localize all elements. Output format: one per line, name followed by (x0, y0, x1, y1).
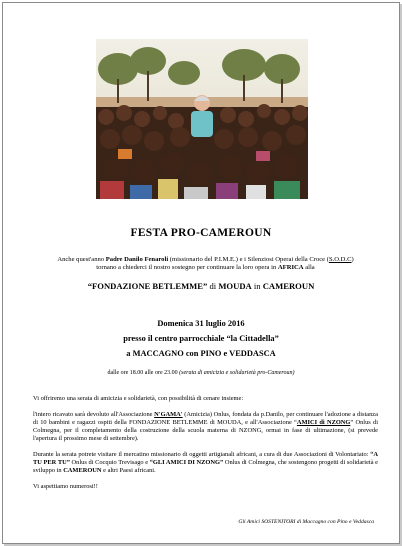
body-text-part: l'intero ricavato sarà devoluto all'Associazione (33, 411, 155, 418)
amici-nzong-association: AMICI di NZONG (296, 419, 351, 426)
body-text-part: Onlus di Cocquio Trevisago e (69, 459, 150, 466)
body-text (33, 395, 378, 499)
sodc-abbreviation: S.O.D.C (328, 256, 352, 263)
body-text-part: (Amicizia) Onlus, fondata da p.Danilo, per continuare l'adozione a distanza di 10 bambini e ragazzi ospiti della FONDAZIONE BETLEMME di MOUDA, e all'Associazione “ (33, 411, 378, 426)
event-date: Domenica 31 luglio 2016 (157, 319, 245, 328)
body-paragraph-2 (33, 411, 378, 443)
cameroun-word: CAMEROUN (63, 467, 102, 474)
body-text-part: Onlus di Colmegna, che sostengono progetti di solidarietà e sviluppo in (33, 459, 379, 474)
event-town: a MACCAGNO con PINO e VEDDASCA (126, 349, 276, 358)
event-place: presso il centro parrocchiale “la Cittadella” (123, 334, 279, 343)
a-tu-per-tu-association: “A TU PER TU” (33, 451, 378, 466)
flyer-title: FESTA PRO-CAMEROUN (130, 227, 272, 239)
body-text-part: e altri Paesi africani. (101, 467, 156, 474)
intro-text (33, 256, 378, 272)
foundation-town: MOUDA (218, 281, 252, 291)
body-paragraph-3 (33, 451, 378, 475)
foundation-heading (3, 281, 399, 291)
gli-amici-nzong-association: “GLI AMICI DI NZONG” (149, 459, 224, 466)
body-paragraph-1: Vi offriremo una serata di amicizia e solidarietà, con possibilità di cenare insieme: (33, 395, 244, 402)
group-photo-image (96, 39, 308, 199)
body-text-part: ” Onlus di Colmegna, per il completamento della costruzione della scuola materna di NZONG, ormai in fase di ultimazione, (si prevede l'apertura il prossimo mese di settembre). (33, 419, 378, 442)
intro-text-part: ) (351, 256, 354, 263)
foundation-country: CAMEROUN (262, 281, 315, 291)
intro-text-part: alla (303, 264, 315, 272)
foundation-name: “FONDAZIONE BETLEMME” (87, 281, 208, 291)
signature: Gli Amici SOSTENITORI di Maccagno con Pino e Veddasca (238, 519, 374, 525)
intro-text-part: tornano a chiederci il nostro sostegno per continuare la loro opera in (96, 264, 278, 272)
foundation-connector: di (207, 281, 219, 291)
intro-text-part: (missionario del P.I.M.E.) e i Silenziosi Operai della Croce ( (168, 256, 329, 263)
priest-name: Padre Danilo Fenaroli (105, 256, 169, 263)
intro-text-part: Anche quest'anno (57, 256, 106, 263)
body-text-part: Durante la serata potrete visitare il mercatino missionario di oggetti artigianali africani, a cura di due Associazioni di Volontariato: (33, 451, 371, 458)
event-hours: dalle ore 18.00 alle ore 23.00 (107, 370, 180, 376)
africa-word: AFRICA (277, 264, 304, 272)
ngama-association: N'GAMA' (154, 411, 183, 418)
event-details (3, 316, 399, 361)
event-note: (serata di amicizia e solidarietà pro-Cameroun) (179, 370, 295, 376)
children-photo (96, 39, 308, 199)
event-time (3, 370, 399, 376)
foundation-connector: in (251, 281, 263, 291)
closing-line: Vi aspettiamo numerosi!! (33, 483, 98, 490)
flyer-page (2, 2, 400, 544)
